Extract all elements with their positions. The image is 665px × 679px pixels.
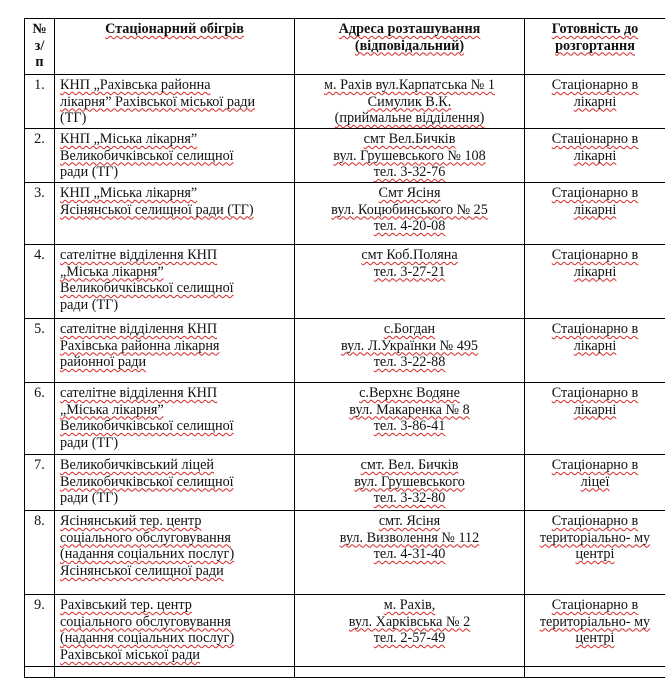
cell-readiness (525, 245, 665, 319)
table-header-row (25, 19, 665, 75)
cell-line: (надання соціальних послуг) (60, 546, 235, 563)
header-name (55, 19, 295, 75)
cell-line: Ясінянський тер. центр (60, 513, 202, 529)
cell-num: 7. (25, 455, 55, 511)
cell-line: центрі (575, 546, 615, 563)
header-readiness-line: розгортання (555, 37, 635, 54)
cell-line: сателітне відділення КНП (60, 321, 218, 337)
cell-line: с.Богдан (383, 321, 436, 337)
table-row (25, 455, 665, 511)
cell-line: лікарні (573, 401, 617, 418)
cell-name (55, 595, 295, 667)
cell-line: ради (ТГ) (60, 164, 119, 181)
cell-line: вул. Макаренка № 8 (349, 401, 470, 418)
cell-line: ради (ТГ) (60, 296, 119, 313)
cell-readiness (525, 75, 665, 129)
cell-line: вул. Визволення № 112 (339, 529, 480, 546)
cell-line: Рахівський тер. центр (60, 597, 192, 613)
cell-address (295, 595, 525, 667)
table-continuation-row (25, 667, 665, 678)
cell-readiness (525, 319, 665, 383)
cell-line: лікарня” Рахівської міської ради (60, 93, 256, 110)
cell-line: КНП „Міська лікарня” (60, 185, 198, 201)
header-name-line: Стаціонарний обігрів (105, 21, 244, 37)
cell-line: лікарні (573, 337, 617, 354)
header-readiness (525, 19, 665, 75)
cell-line: Стаціонарно в (551, 597, 639, 613)
cell-line: ради (ТГ) (60, 490, 119, 507)
cell-line: Стаціонарно в (551, 513, 639, 529)
cell-address (295, 129, 525, 183)
cell-name (55, 455, 295, 511)
cell-num: 5. (25, 319, 55, 383)
cell-line: Стаціонарно в (551, 185, 639, 201)
heating-points-table (24, 18, 665, 678)
cell-line: лікарні (573, 201, 617, 218)
table-row (25, 383, 665, 455)
cell-line: Стаціонарно в (551, 131, 639, 147)
document-page (24, 18, 665, 679)
cell-line: Ясінянської селищної ради (ТГ) (60, 201, 254, 218)
cell-line: районної ради (60, 354, 147, 371)
cell-line: територіально- му (539, 613, 651, 630)
cell-readiness (525, 595, 665, 667)
cell-line: м. Рахів вул.Карпатська № 1 (324, 77, 495, 93)
cell-address (295, 75, 525, 129)
cell-line: соціального обслуговування (60, 613, 231, 630)
cell-line: КНП „Міська лікарня” (60, 131, 198, 147)
cell-readiness (525, 183, 665, 245)
cell-line: сателітне відділення КНП (60, 247, 218, 263)
cell-line: територіально- му (539, 529, 651, 546)
cell-line: Рахівська районна лікарня (60, 337, 220, 354)
cell-line: тел. 2-57-49 (373, 630, 446, 647)
cell-line: ліцеї (580, 473, 610, 490)
cell-line: с.Верхнє Водяне (359, 385, 460, 401)
cell-line: м. Рахів, (383, 597, 436, 613)
cell-readiness (525, 383, 665, 455)
cell-line: центрі (575, 630, 615, 647)
cell-line: лікарні (573, 263, 617, 280)
table-row (25, 75, 665, 129)
cell-line: Великобичківської селищної (60, 418, 234, 435)
cell-line: Великобичківський ліцей (60, 457, 214, 473)
cell-line: вул. Коцюбинського № 25 (331, 201, 488, 218)
table-row (25, 511, 665, 595)
cell-line: Стаціонарно в (551, 457, 639, 473)
cell-line: Великобичківської селищної (60, 147, 234, 164)
cell-line: Стаціонарно в (551, 385, 639, 401)
header-address-line: (відповідальний) (354, 37, 465, 54)
cell-name (55, 75, 295, 129)
header-num-line: № (32, 21, 47, 37)
cell-address (295, 511, 525, 595)
cell-line: (надання соціальних послуг) (60, 630, 235, 647)
cell-line: ради (ТГ) (60, 434, 119, 451)
cell-line: Рахівської міської ради (60, 646, 201, 663)
cell-readiness (525, 455, 665, 511)
cell-line: вул. Грушевського (354, 473, 465, 490)
continuation-cell (295, 667, 525, 678)
table-row (25, 319, 665, 383)
cell-line: Стаціонарно в (551, 77, 639, 93)
cell-line: смт. Вел. Бичків (360, 457, 459, 473)
cell-line: Стаціонарно в (551, 321, 639, 337)
cell-name (55, 383, 295, 455)
header-address (295, 19, 525, 75)
cell-num: 9. (25, 595, 55, 667)
header-num-line: з/ (34, 37, 45, 54)
cell-name (55, 245, 295, 319)
cell-address (295, 383, 525, 455)
cell-line: Смт Ясіня (378, 185, 441, 201)
cell-line: лікарні (573, 93, 617, 110)
cell-num: 4. (25, 245, 55, 319)
cell-num: 3. (25, 183, 55, 245)
cell-line: тел. 4-20-08 (373, 218, 446, 235)
cell-readiness (525, 511, 665, 595)
cell-line: Ясінянської селищної ради (60, 562, 224, 579)
header-address-line: Адреса розташування (338, 21, 481, 37)
continuation-cell (55, 667, 295, 678)
cell-line: „Міська лікарня” (60, 263, 164, 280)
cell-line: (ТГ) (60, 110, 87, 127)
cell-line: Симулик В.К. (367, 93, 452, 110)
cell-line: смт Коб.Поляна (361, 247, 458, 263)
cell-line: Великобичківської селищної (60, 473, 234, 490)
cell-line: лікарні (573, 147, 617, 164)
cell-line: тел. 3-86-41 (373, 418, 446, 435)
cell-line: вул. Харківська № 2 (348, 613, 471, 630)
table-row (25, 183, 665, 245)
cell-line: КНП „Рахівська районна (60, 77, 211, 93)
header-num (25, 19, 55, 75)
cell-line: (приймальне відділення) (334, 110, 485, 127)
cell-address (295, 319, 525, 383)
cell-num: 2. (25, 129, 55, 183)
cell-line: тел. 3-22-88 (373, 354, 446, 371)
cell-line: тел. 4-31-40 (373, 546, 446, 563)
header-readiness-line: Готовність до (551, 21, 639, 37)
cell-line: тел. 3-32-80 (373, 490, 446, 507)
header-num-line: п (35, 54, 44, 71)
cell-line: смт Вел.Бичків (363, 131, 456, 147)
cell-line: вул. Грушевського № 108 (333, 147, 486, 164)
cell-line: „Міська лікарня” (60, 401, 164, 418)
table-row (25, 245, 665, 319)
cell-name (55, 319, 295, 383)
cell-line: вул. Л.Українки № 495 (340, 337, 479, 354)
cell-name (55, 511, 295, 595)
continuation-cell (25, 667, 55, 678)
cell-address (295, 183, 525, 245)
cell-line: Великобичківської селищної (60, 280, 234, 297)
cell-line: Стаціонарно в (551, 247, 639, 263)
cell-num: 8. (25, 511, 55, 595)
cell-num: 1. (25, 75, 55, 129)
cell-line: соціального обслуговування (60, 529, 231, 546)
cell-address (295, 455, 525, 511)
cell-name (55, 129, 295, 183)
cell-num: 6. (25, 383, 55, 455)
cell-line: тел. 3-32-76 (373, 164, 446, 181)
cell-name (55, 183, 295, 245)
cell-address (295, 245, 525, 319)
cell-line: тел. 3-27-21 (373, 263, 446, 280)
table-row (25, 595, 665, 667)
table-row (25, 129, 665, 183)
cell-line: смт. Ясіня (378, 513, 441, 529)
continuation-cell (525, 667, 665, 678)
cell-line: сателітне відділення КНП (60, 385, 218, 401)
cell-readiness (525, 129, 665, 183)
